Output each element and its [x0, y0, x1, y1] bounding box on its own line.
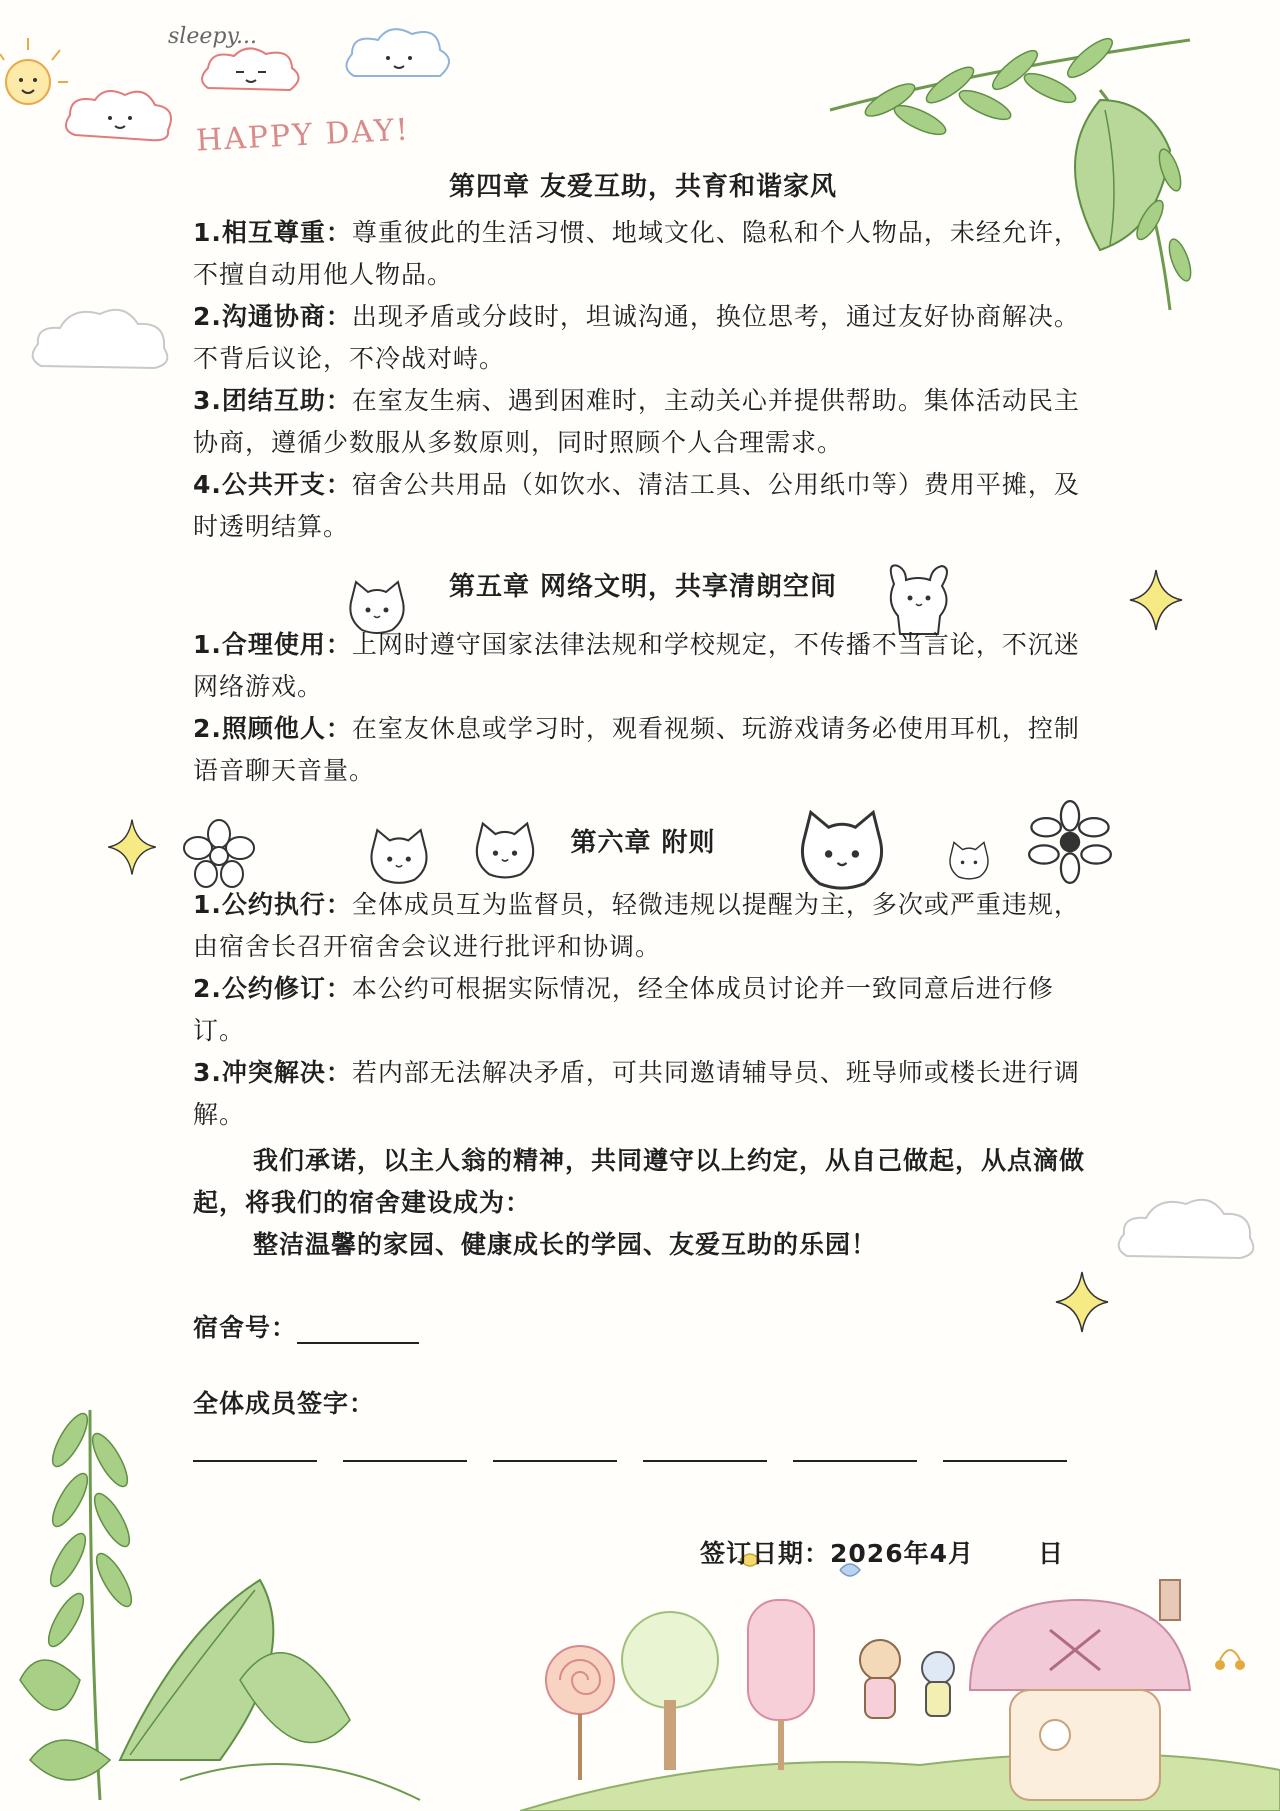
item-heading: 3.团结互助： [193, 386, 352, 415]
chapter-4-items [193, 212, 1093, 548]
happy-day-doodle-text: HAPPY DAY! [195, 112, 411, 159]
list-item [193, 1052, 1093, 1136]
item-heading: 1.合理使用： [193, 630, 352, 659]
signing-date [700, 1534, 1064, 1570]
item-heading: 2.公约修订： [193, 974, 352, 1003]
item-text: 上网时遵守国家法律法规和学校规定，不传播不当言论，不沉迷网络游戏。 [193, 630, 1080, 701]
date-label: 签订日期： [700, 1539, 831, 1568]
item-heading: 3.冲突解决： [193, 1058, 352, 1087]
item-heading: 2.沟通协商： [193, 302, 352, 331]
chapter-6-items [193, 884, 1093, 1136]
signature-blank[interactable] [343, 1442, 467, 1462]
list-item [193, 708, 1093, 792]
list-item [193, 464, 1093, 548]
item-heading: 2.照顾他人： [193, 714, 352, 743]
item-heading: 1.相互尊重： [193, 218, 352, 247]
sparkle-star-decoration [1126, 566, 1186, 636]
cloud-decoration [26, 298, 176, 378]
signature-blank[interactable] [643, 1442, 767, 1462]
chapter-5-title: 第五章 网络文明，共享清朗空间 [448, 572, 838, 602]
sleepy-doodle-text: sleepy... [168, 24, 257, 49]
list-item [193, 212, 1093, 296]
cloud-decoration [1112, 1188, 1262, 1268]
dorm-number-blank[interactable] [297, 1316, 419, 1344]
pledge-motto: 整洁温馨的家园、健康成长的学园、友爱互助的乐园！ [253, 1230, 878, 1259]
signature-blank[interactable] [793, 1442, 917, 1462]
item-text: 在室友休息或学习时，观看视频、玩游戏请务必使用耳机，控制语音聊天音量。 [193, 714, 1080, 785]
item-text: 尊重彼此的生活习惯、地域文化、隐私和个人物品，未经允许，不擅自动用他人物品。 [193, 218, 1080, 289]
chapter-6-title: 第六章 附则 [570, 828, 716, 858]
cloud-face-doodle [60, 80, 180, 150]
month-unit: 月 [948, 1539, 975, 1568]
chapter-5-items [193, 624, 1093, 792]
cloud-face-doodle [340, 20, 460, 90]
item-heading: 1.公约执行： [193, 890, 352, 919]
member-signature-field [193, 1384, 1093, 1420]
date-month: 4 [929, 1539, 949, 1568]
item-text: 宿舍公共用品（如饮水、清洁工具、公用纸巾等）费用平摊，及时透明结算。 [193, 470, 1080, 541]
signature-blank[interactable] [193, 1442, 317, 1462]
chapter-4-title: 第四章 友爱互助，共育和谐家风 [448, 172, 838, 202]
cloud-face-doodle [196, 40, 306, 100]
signature-blank[interactable] [943, 1442, 1067, 1462]
item-text: 若内部无法解决矛盾，可共同邀请辅导员、班导师或楼长进行调解。 [193, 1058, 1080, 1129]
pledge-text: 我们承诺，以主人翁的精神，共同遵守以上约定，从自己做起，从点滴做起，将我们的宿舍建设成为： [193, 1146, 1086, 1217]
dorm-number-field [193, 1308, 1093, 1344]
item-heading: 4.公共开支： [193, 470, 352, 499]
day-unit: 日 [1038, 1539, 1065, 1568]
list-item [193, 296, 1093, 380]
pledge-section [193, 1140, 1093, 1266]
item-text: 全体成员互为监督员，轻微违规以提醒为主，多次或严重违规，由宿舍长召开宿舍会议进行批评和协调。 [193, 890, 1080, 961]
signature-lines [193, 1442, 1093, 1462]
date-year: 2026 [830, 1539, 904, 1568]
list-item [193, 968, 1093, 1052]
member-signature-label: 全体成员签字： [193, 1389, 376, 1418]
item-text: 在室友生病、遇到困难时，主动关心并提供帮助。集体活动民主协商，遵循少数服从多数原则，同时照顾个人合理需求。 [193, 386, 1080, 457]
playground-illustration [520, 1540, 1280, 1811]
sparkle-star-decoration [104, 816, 160, 880]
year-unit: 年 [903, 1539, 930, 1568]
list-item [193, 624, 1093, 708]
item-text: 出现矛盾或分歧时，坦诚沟通，换位思考，通过友好协商解决。不背后议论，不冷战对峙。 [193, 302, 1080, 373]
document-content [193, 162, 1093, 1462]
item-text: 本公约可根据实际情况，经全体成员讨论并一致同意后进行修订。 [193, 974, 1054, 1045]
list-item [193, 380, 1093, 464]
signature-blank[interactable] [493, 1442, 617, 1462]
dorm-number-label: 宿舍号： [193, 1313, 298, 1342]
list-item [193, 884, 1093, 968]
